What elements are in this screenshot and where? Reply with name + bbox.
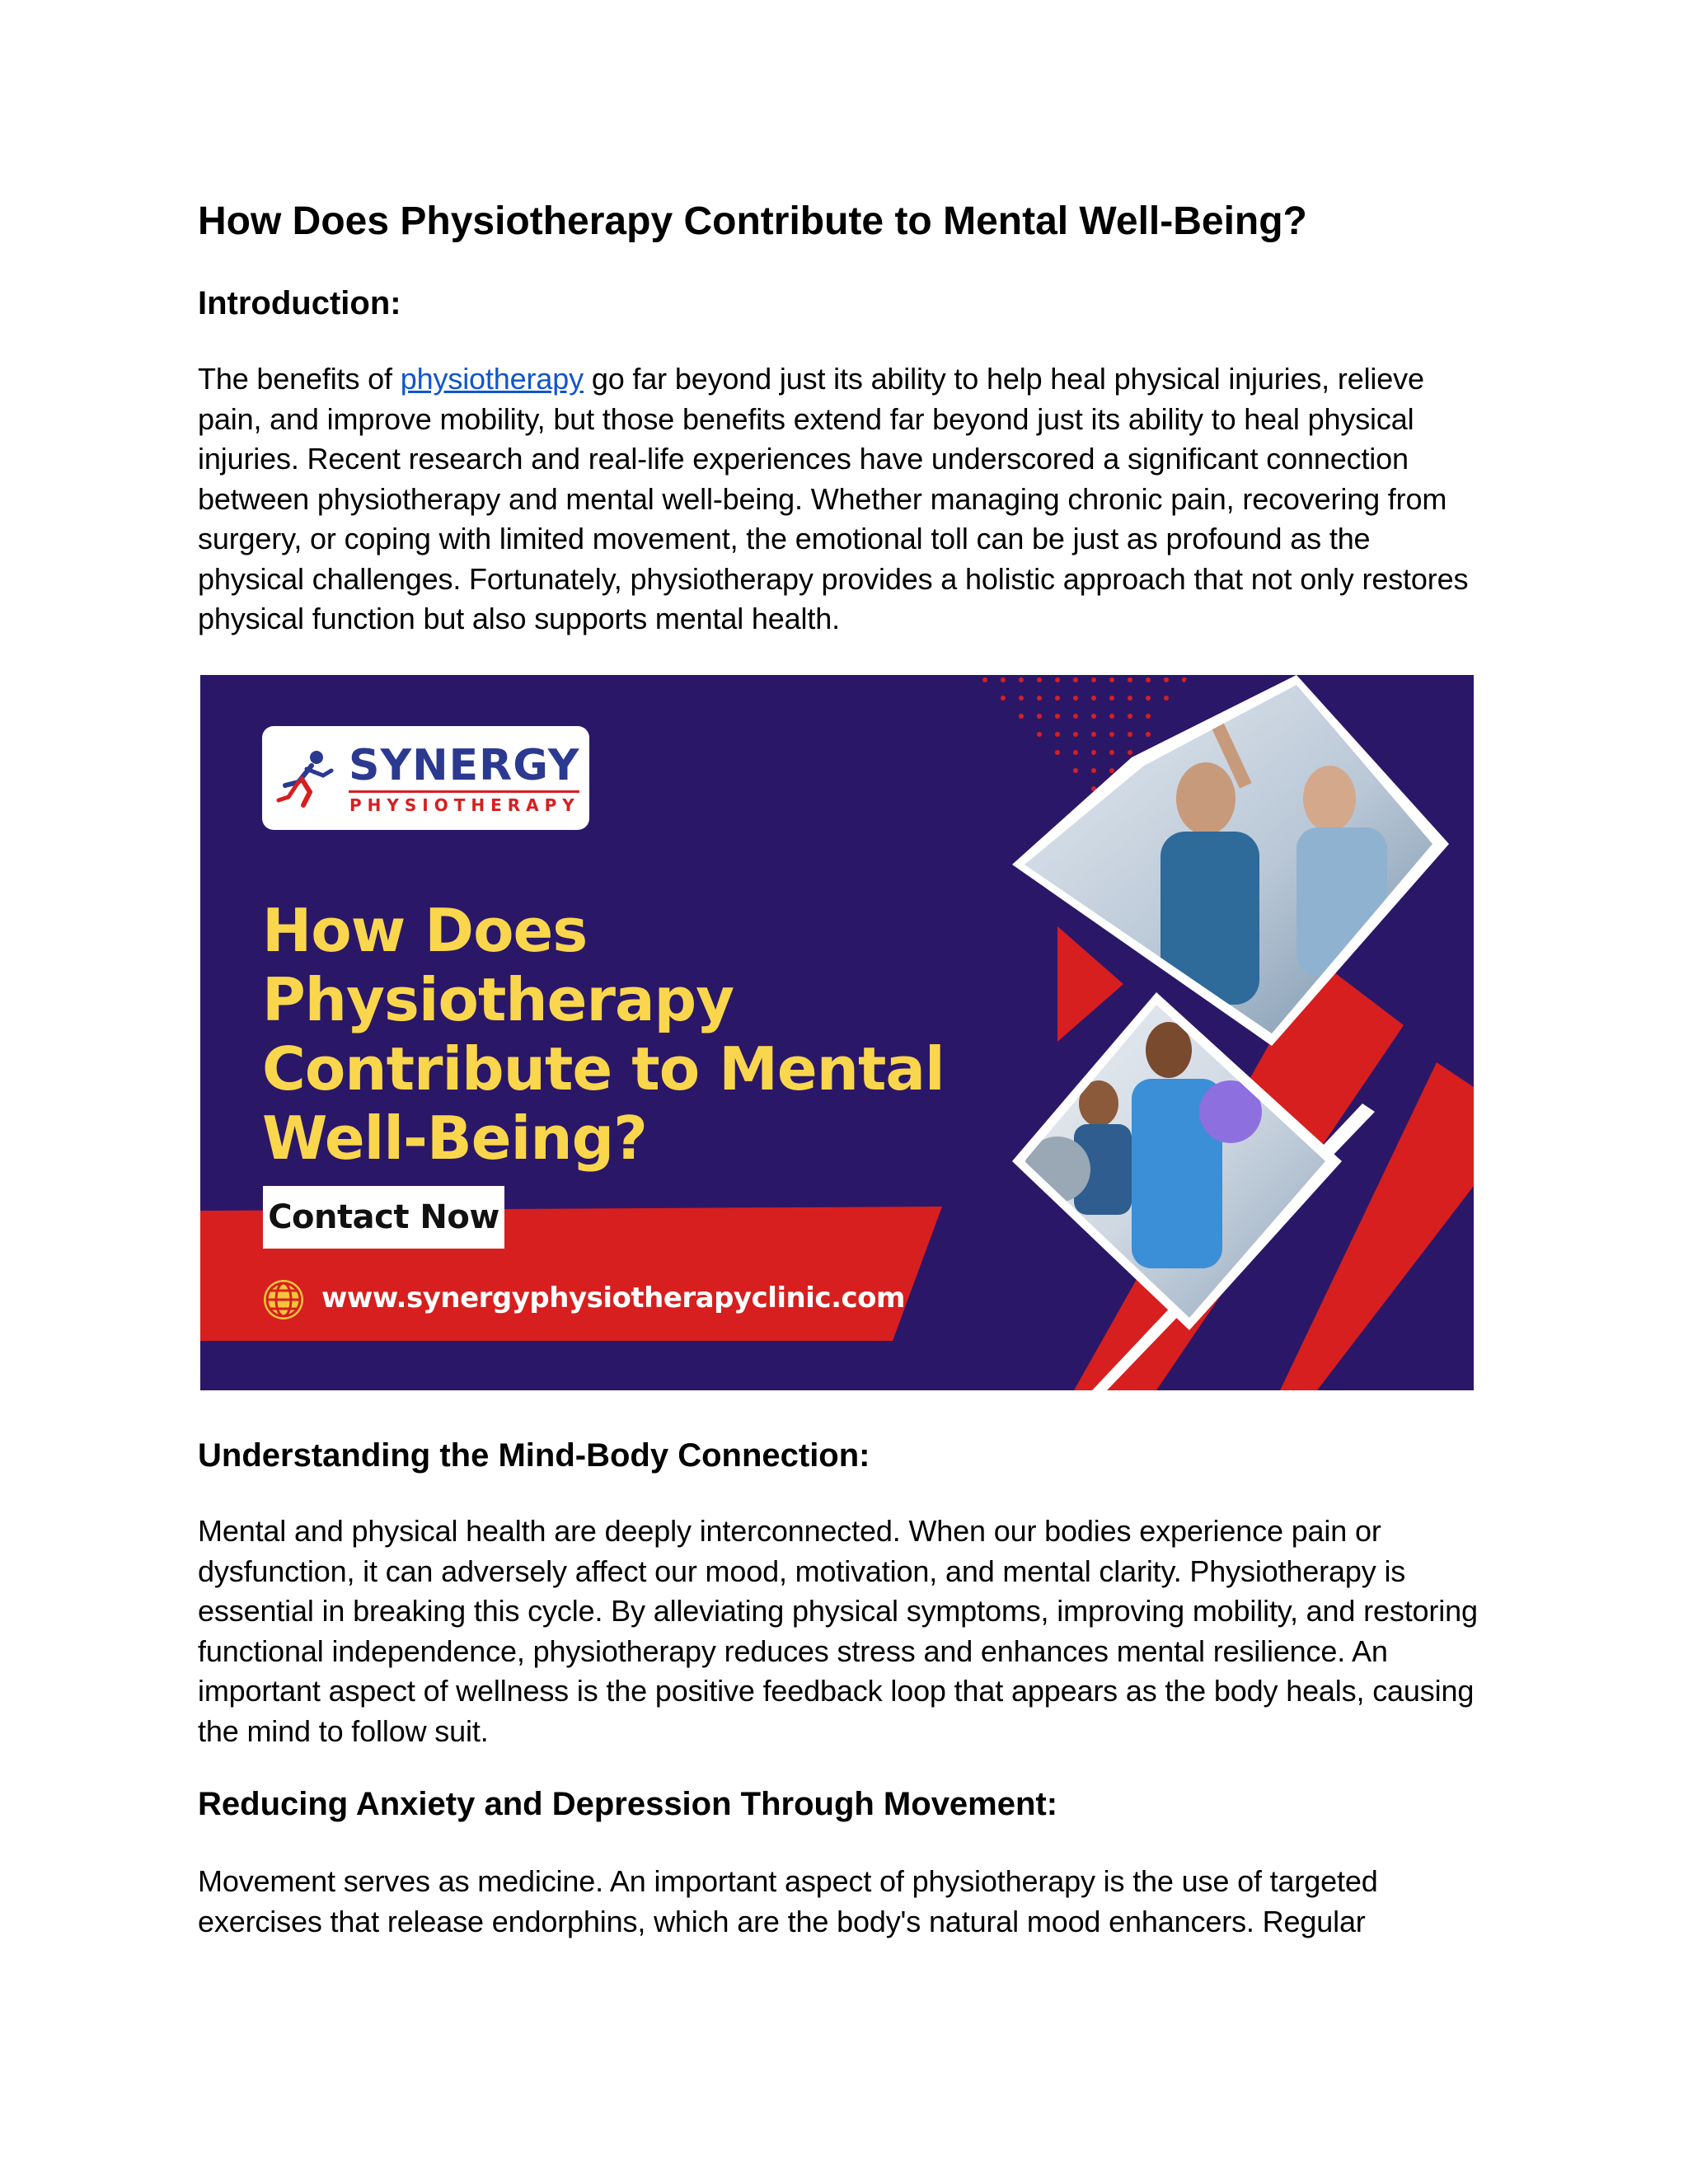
intro-heading: Introduction:	[198, 285, 401, 321]
contact-now-button[interactable]: Contact Now	[263, 1186, 504, 1249]
intro-paragraph	[198, 359, 1484, 640]
intro-text-rest: go far beyond just its ability to help heal physical injuries, relieve pain, and improve mobility, but those benefits extend far beyond just its ability to heal physical injuries. Recent research and real-life experiences have underscored a significant connection between physiotherapy and mental well-being. Whether managing chronic pain, recovering from surgery, or coping with limited movement, the emotional toll can be just as profound as the physical challenges. Fortunately, physiotherapy provides a holistic approach that not only restores physical function but also supports mental health.	[198, 362, 1469, 635]
globe-icon	[262, 1278, 305, 1321]
anxiety-depression-heading: Reducing Anxiety and Depression Through Movement:	[198, 1786, 1058, 1822]
banner-headline: How Does Physiotherapy Contribute to Mental Well-Being?	[262, 896, 945, 1173]
section1-body-wrap	[198, 1511, 1484, 1751]
page-title: How Does Physiotherapy Contribute to Mental Well-Being?	[198, 199, 1307, 243]
mind-body-heading: Understanding the Mind-Body Connection:	[198, 1437, 870, 1474]
intro-body-wrap	[198, 359, 1484, 640]
runner-logo-icon	[274, 746, 340, 812]
section2-heading-wrap	[198, 1785, 1484, 1823]
logo-subtitle: PHYSIOTHERAPY	[349, 795, 580, 815]
movement-paragraph: Movement serves as medicine. An important aspect of physiotherapy is the use of targeted exercises that release endorphins, which are the body's natural mood enhancers. Regular	[198, 1864, 1378, 1938]
section2-body-wrap	[198, 1862, 1484, 1942]
synergy-logo	[262, 726, 589, 830]
physiotherapy-link[interactable]: physiotherapy	[400, 362, 584, 396]
promo-banner	[200, 675, 1474, 1390]
article-title-wrap	[198, 200, 1484, 244]
section1-heading-wrap	[198, 1436, 1484, 1474]
logo-wordmark: SYNERGY	[349, 741, 580, 790]
red-triangle	[1057, 926, 1123, 1042]
website-url: www.synergyphysiotherapyclinic.com	[321, 1282, 905, 1315]
logo-divider	[349, 790, 579, 793]
intro-text-start: The benefits of	[198, 362, 401, 396]
mind-body-paragraph: Mental and physical health are deeply interconnected. When our bodies experience pain or dysfunction, it can adversely affect our mood, motivation, and mental clarity. Physiotherapy is essential in breaking this cycle. By alleviating physical symptoms, improving mobility, and restoring functional independence, physiotherapy reduces stress and enhances mental resilience. An important aspect of wellness is the positive feedback loop that appears as the body heals, causing the mind to follow suit.	[198, 1514, 1478, 1748]
intro-heading-wrap	[198, 284, 1484, 322]
